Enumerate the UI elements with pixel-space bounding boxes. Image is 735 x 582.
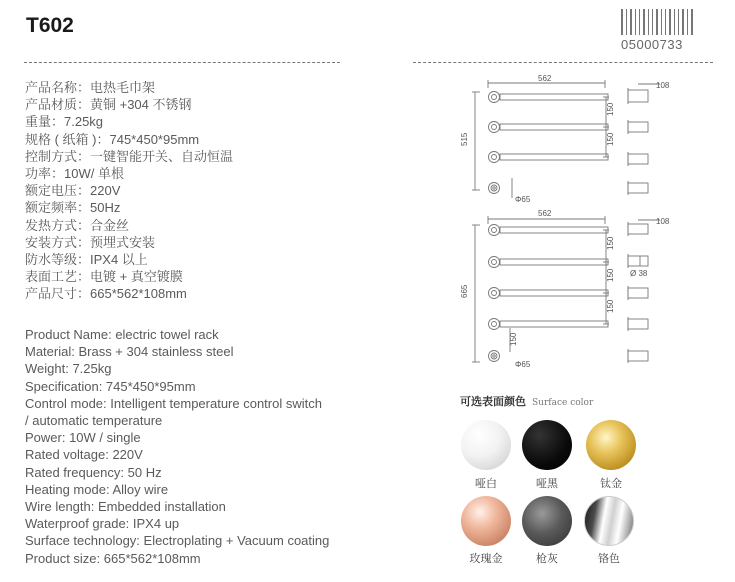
swatch-label-rose-gold: 玫瑰金 — [469, 553, 503, 565]
swatch-gun-grey[interactable] — [522, 496, 572, 546]
spec-line: 防水等级：IPX4 以上 — [25, 252, 148, 268]
spec-line: 规格 ( 纸箱 )：745*450*95mm — [25, 131, 200, 147]
surface-title-en: Surface color — [532, 398, 594, 408]
spec-line: / automatic temperature — [25, 413, 163, 429]
spec-line: Rated frequency: 50 Hz — [25, 464, 162, 480]
spec-line: Heating mode: Alloy wire — [25, 481, 169, 497]
divider-left — [24, 62, 340, 63]
swatch-label-gun-grey: 枪灰 — [536, 553, 558, 565]
dim-top-knob: Φ65 — [515, 195, 531, 204]
model-number: T602 — [26, 14, 74, 37]
spec-line: 安装方式：预埋式安装 — [25, 234, 156, 250]
dim-bottom-spacing-2: 150 — [606, 268, 615, 282]
spec-line: Product Name: electric towel rack — [25, 327, 219, 342]
swatch-matte-black[interactable] — [522, 420, 572, 470]
spec-line: Specification: 745*450*95mm — [25, 378, 196, 394]
spec-line: 额定频率：50Hz — [25, 200, 121, 216]
dim-bottom-spacing-3: 150 — [606, 299, 615, 313]
spec-line: 发热方式：合金丝 — [25, 217, 130, 233]
spec-line: Surface technology: Electroplating + Vacuum coating — [25, 533, 330, 549]
divider-right — [413, 62, 713, 63]
spec-line: Rated voltage: 220V — [25, 447, 143, 463]
dim-top-depth: 108 — [656, 81, 670, 90]
spec-line: Control mode: Intelligent temperature control switch — [25, 395, 322, 411]
surface-color-title — [460, 393, 593, 409]
spec-list-english — [25, 326, 329, 567]
barcode-number: 05000733 — [621, 37, 683, 52]
spec-line: 功率：10W/ 单根 — [25, 166, 124, 182]
swatch-chrome[interactable] — [584, 496, 634, 546]
spec-line: 产品尺寸：665*562*108mm — [25, 286, 187, 302]
dim-bottom-tube: Ø 38 — [630, 269, 648, 278]
dim-bottom-height: 665 — [460, 284, 469, 298]
dim-bottom-spacing-4: 150 — [509, 332, 518, 346]
dim-bottom-knob: Φ65 — [515, 360, 531, 369]
spec-line: Product size: 665*562*108mm — [25, 550, 201, 566]
barcode-icon — [621, 9, 695, 35]
spec-line: 产品材质：黄铜 +304 不锈钢 — [25, 97, 192, 113]
dim-top-width: 562 — [538, 74, 552, 83]
spec-line: 控制方式：一键智能开关、自动恒温 — [25, 148, 234, 164]
dim-top-height: 515 — [460, 132, 469, 146]
dim-bottom-depth: 108 — [656, 217, 670, 226]
technical-drawing — [460, 70, 690, 380]
spec-line: Power: 10W / single — [25, 430, 141, 446]
dim-bottom-width: 562 — [538, 209, 552, 218]
spec-line: 表面工艺：电镀 + 真空镀膜 — [25, 269, 183, 285]
swatch-label-titanium-gold: 钛金 — [600, 478, 622, 490]
swatch-label-chrome: 铬色 — [598, 553, 620, 565]
dim-bottom-spacing-1: 150 — [606, 236, 615, 250]
spec-line: Waterproof grade: IPX4 up — [25, 516, 180, 532]
spec-line: Wire length: Embedded installation — [25, 499, 226, 515]
spec-line: Material: Brass + 304 stainless steel — [25, 344, 234, 360]
swatch-label-matte-white: 哑白 — [475, 478, 497, 490]
spec-line: 额定电压：220V — [25, 183, 121, 199]
swatch-label-matte-black: 哑黑 — [536, 478, 558, 490]
swatch-titanium-gold[interactable] — [586, 420, 636, 470]
spec-line: 产品名称：电热毛巾架 — [25, 80, 156, 95]
swatch-matte-white[interactable] — [461, 420, 511, 470]
spec-list-chinese — [25, 79, 233, 303]
swatch-rose-gold[interactable] — [461, 496, 511, 546]
dim-top-spacing-1: 150 — [606, 102, 615, 116]
spec-line: 重量：7.25kg — [25, 114, 104, 130]
surface-title-cn: 可选表面颜色 — [460, 396, 526, 408]
spec-line: Weight: 7.25kg — [25, 361, 112, 377]
dim-top-spacing-2: 150 — [606, 132, 615, 146]
